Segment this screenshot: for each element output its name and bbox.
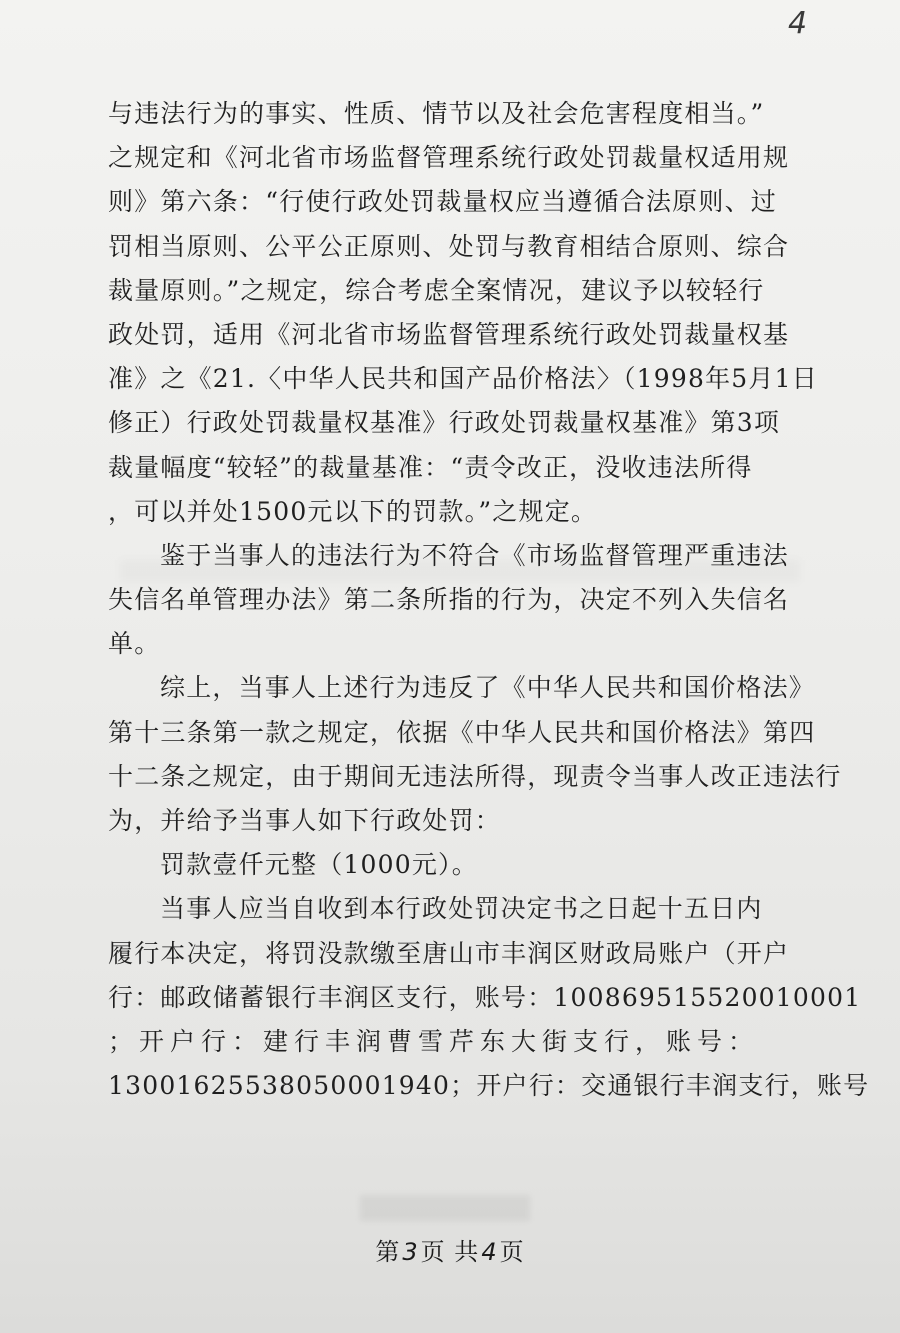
text-line: 裁量原则。”之规定，综合考虑全案情况，建议予以较轻行 <box>108 275 765 305</box>
paragraph-conclusion <box>108 666 842 843</box>
text-line: 行：邮政储蓄银行丰润区支行，账号：100869515520010001 <box>108 982 862 1012</box>
text-line: 罚款壹仟元整（1000元）。 <box>160 850 478 880</box>
text-line: 则》第六条：“行使行政处罚裁量权应当遵循合法原则、过 <box>108 187 777 217</box>
text-line: 失信名单管理办法》第二条所指的行为，决定不列入失信名 <box>108 585 790 615</box>
paragraph-payment <box>108 887 870 1108</box>
text-line: 准》之《21.〈中华人民共和国产品价格法〉（1998年5月1日 <box>108 364 818 394</box>
paragraph-discretion-basis <box>108 92 818 534</box>
footer-prefix: 第 <box>375 1238 401 1266</box>
text-line: 13001625538050001940；开户行：交通银行丰润支行，账号 <box>108 1071 870 1101</box>
text-line: 裁量幅度“较轻”的裁量基准：“责令改正，没收违法所得 <box>108 452 753 482</box>
text-line: 当事人应当自收到本行政处罚决定书之日起十五日内 <box>160 894 763 924</box>
back-page-bleed <box>360 1195 530 1221</box>
page-footer <box>0 1232 900 1267</box>
text-line: 与违法行为的事实、性质、情节以及社会危害程度相当。” <box>108 99 765 128</box>
document-body <box>108 92 870 1108</box>
footer-mid: 页 共 <box>420 1238 480 1266</box>
text-line: 政处罚，适用《河北省市场监督管理系统行政处罚裁量权基 <box>108 319 790 349</box>
footer-current-page: 3 <box>402 1238 419 1266</box>
text-line: 罚相当原则、公平公正原则、处罚与教育相结合原则、综合 <box>108 231 790 261</box>
text-line: 之规定和《河北省市场监督管理系统行政处罚裁量权适用规 <box>108 143 790 173</box>
footer-suffix: 页 <box>499 1238 525 1266</box>
text-line: 单。 <box>108 629 161 659</box>
text-line: ，可以并处1500元以下的罚款。”之规定。 <box>108 496 598 526</box>
handwritten-page-number: 4 <box>788 6 808 41</box>
text-line: 为，并给予当事人如下行政处罚： <box>108 806 502 835</box>
text-line: 第十三条第一款之规定，依据《中华人民共和国价格法》第四 <box>108 717 816 747</box>
text-line: 综上，当事人上述行为违反了《中华人民共和国价格法》 <box>160 673 816 703</box>
paragraph-fine <box>108 843 808 887</box>
footer-total-pages: 4 <box>481 1238 498 1266</box>
text-line: 鉴于当事人的违法行为不符合《市场监督管理严重违法 <box>160 540 789 570</box>
text-line: ；开户行：建行丰润曹雪芹东大街支行，账号： <box>108 1026 760 1056</box>
text-line: 履行本决定，将罚没款缴至唐山市丰润区财政局账户（开户 <box>108 938 790 968</box>
paragraph-blacklist <box>108 534 808 667</box>
text-line: 修正）行政处罚裁量权基准》行政处罚裁量权基准》第3项 <box>108 408 781 438</box>
text-line: 十二条之规定，由于期间无违法所得，现责令当事人改正违法行 <box>108 761 842 791</box>
